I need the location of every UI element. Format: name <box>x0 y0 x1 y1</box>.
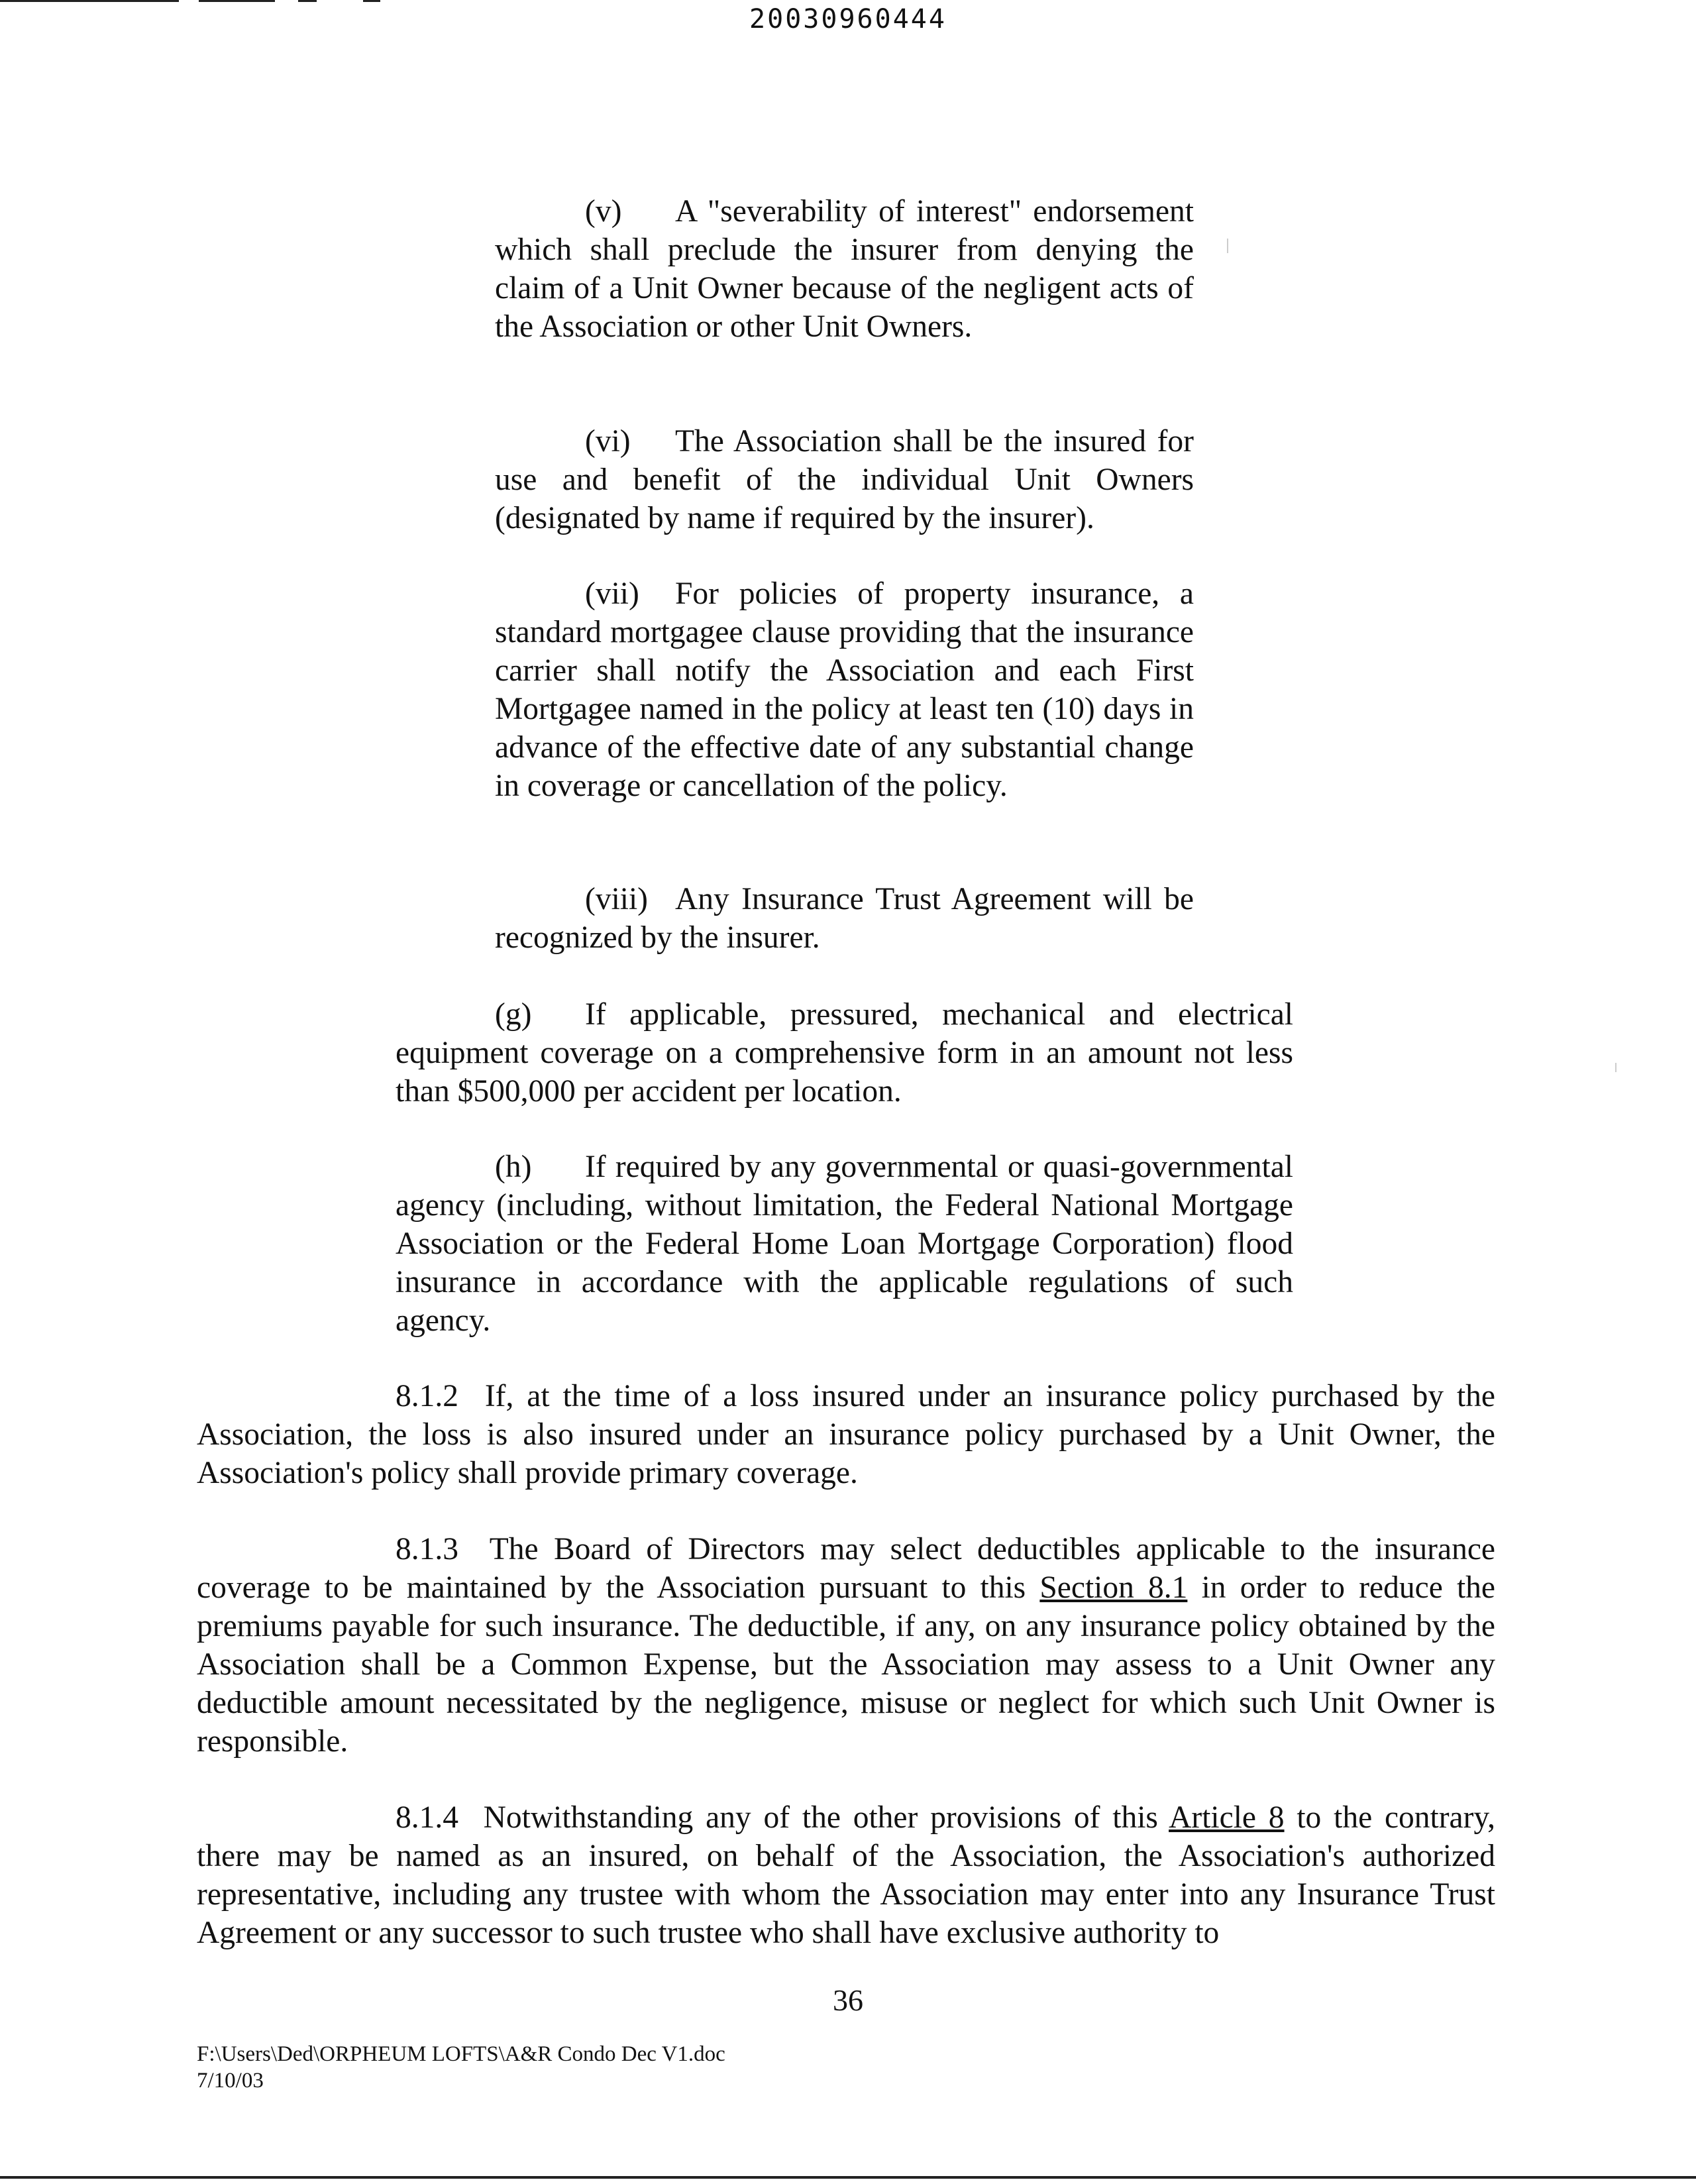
clause-viii <box>495 880 1194 957</box>
article-8-reference: Article 8 <box>1169 1800 1285 1835</box>
clause-h-text: If required by any governmental or quasi-governmental agency (including, without limitation, the Federal National Mortgage Association or the Federal Home Loan Mortgage Corporation) flood insurance in accordance with the applicable regulations of such agency. <box>396 1150 1293 1338</box>
clause-v-text: A "severability of interest" endorsement which shall preclude the insurer from denying the claim of a Unit Owner because of the negligent acts of the Association or other Unit Owners. <box>495 194 1194 344</box>
section-8-1-4-text-a: Notwithstanding any of the other provisions of this <box>483 1800 1158 1835</box>
clause-h-label: (h) <box>495 1150 532 1184</box>
clause-viii-label: (viii) <box>585 882 648 916</box>
footer-date: 7/10/03 <box>197 2069 264 2093</box>
top-scan-line <box>0 0 179 2</box>
clause-v <box>495 192 1194 346</box>
page-number: 36 <box>833 1983 863 2017</box>
top-scan-line <box>298 0 317 2</box>
document-number: 20030960444 <box>749 4 947 34</box>
scan-speck <box>1615 1063 1616 1072</box>
section-8-1-2-label: 8.1.2 <box>396 1379 458 1413</box>
clause-vii-label: (vii) <box>585 576 639 611</box>
section-8-1-3-text-a: The Board of Directors may select deductibles applicable to the insurance coverage to be maintained by the Association pursuant to this <box>197 1532 1495 1605</box>
scan-speck <box>1227 239 1228 253</box>
clause-vi-label: (vi) <box>585 424 631 459</box>
clause-vi-text: The Association shall be the insured for use and benefit of the individual Unit Owners (designated by name if required by the insurer). <box>495 424 1194 535</box>
section-8-1-3 <box>197 1530 1495 1761</box>
clause-v-label: (v) <box>585 194 622 229</box>
clause-g <box>396 995 1293 1111</box>
section-8-1-4-text-b: to the contrary, there may be named as an insured, on behalf of the Association, the Association's authorized representative, including any trustee with whom the Association may enter into any Insurance Trust Agreement or any successor to such trustee who shall have exclusive authority to <box>197 1800 1495 1950</box>
top-scan-line <box>363 0 380 2</box>
clause-vii-text: For policies of property insurance, a standard mortgagee clause providing that the insurance carrier shall notify the Association and each First Mortgagee named in the policy at least ten (10) days in advance of the effective date of any substantial change in coverage or cancellation of the policy. <box>495 576 1194 803</box>
clause-h <box>396 1148 1293 1340</box>
section-8-1-2-text: If, at the time of a loss insured under an insurance policy purchased by the Association, the loss is also insured under an insurance policy purchased by a Unit Owner, the Association's policy shall provide primary coverage. <box>197 1379 1496 1490</box>
section-8-1-reference: Section 8.1 <box>1039 1570 1188 1605</box>
clause-g-label: (g) <box>495 997 532 1032</box>
clause-viii-text: Any Insurance Trust Agreement will be recognized by the insurer. <box>495 882 1194 955</box>
top-scan-line <box>199 0 275 2</box>
clause-g-text: If applicable, pressured, mechanical and electrical equipment coverage on a comprehensive form in an amount not less than $500,000 per accident per location. <box>396 997 1293 1109</box>
section-8-1-2 <box>197 1377 1495 1492</box>
section-8-1-4-label: 8.1.4 <box>396 1800 458 1835</box>
section-8-1-3-text-b: in order to reduce the premiums payable for such insurance. The deductible, if any, on any insurance policy obtained by the Association shall be a Common Expense, but the Association may assess to a Unit Owner any deductible amount necessitated by the negligence, misuse or neglect for which such Unit Owner is responsible. <box>197 1570 1495 1759</box>
section-8-1-4 <box>197 1798 1495 1952</box>
clause-vi <box>495 422 1194 537</box>
clause-vii <box>495 574 1194 805</box>
section-8-1-3-label: 8.1.3 <box>396 1532 458 1566</box>
bottom-scan-line <box>0 2176 1696 2179</box>
footer-file-path: F:\Users\Ded\ORPHEUM LOFTS\A&R Condo Dec V1.doc <box>197 2042 725 2066</box>
